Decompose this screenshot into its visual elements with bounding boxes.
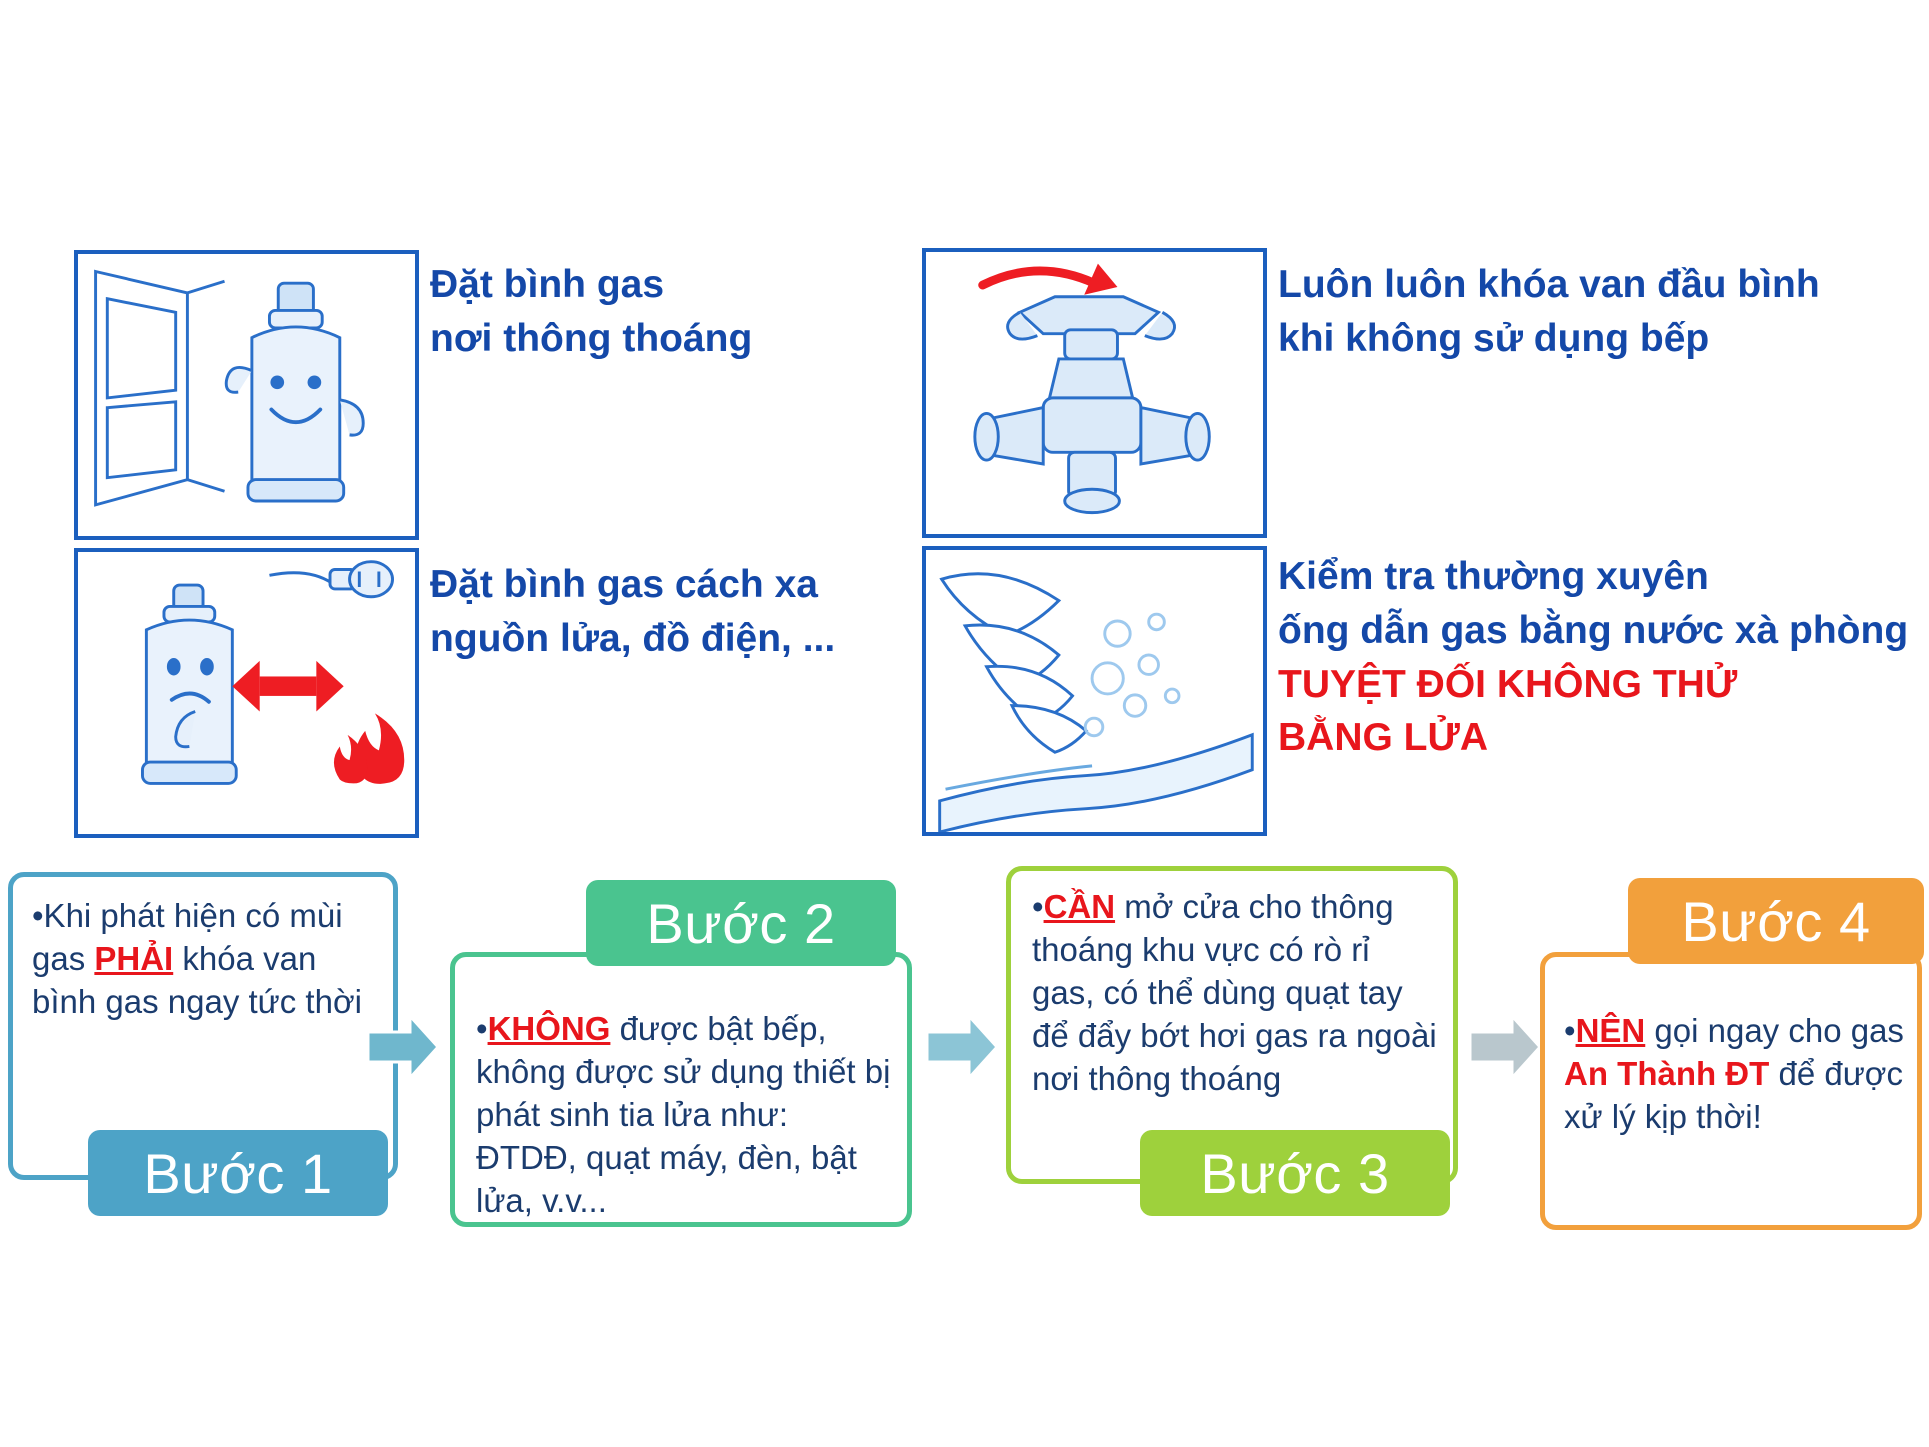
step-2-label: Bước 2 — [586, 880, 896, 966]
tip-keep-away-fire-text: Đặt bình gas cách xa nguồn lửa, đồ điện, ... — [430, 563, 836, 660]
step-1-text — [18, 885, 388, 1034]
step-2-body: •KHÔNG được bật bếp, không được sử dụng thiết bị phát sinh tia lửa như: ĐTDĐ, quạt máy, đèn, bật lửa, v.v... — [476, 1010, 891, 1219]
step-3-text — [1016, 878, 1456, 1108]
illustration-cylinder-ventilated — [74, 250, 419, 540]
arrow-2-to-3 — [925, 1012, 999, 1082]
arrow-3-to-4 — [1468, 1012, 1542, 1082]
tip-close-valve-text: Luôn luôn khóa van đầu bình khi không sử dụng bếp — [1278, 263, 1820, 360]
step-3-label: Bước 3 — [1140, 1130, 1450, 1216]
step-4-text — [1550, 1002, 1920, 1147]
illustration-check-hose — [922, 546, 1267, 836]
step-1-body: •Khi phát hiện có mùi gas PHẢI khóa van bình gas ngay tức thời — [32, 897, 362, 1020]
step-1-label: Bước 1 — [88, 1130, 388, 1216]
step-4-label: Bước 4 — [1628, 878, 1924, 964]
step-2-text — [460, 1000, 910, 1230]
tip-check-hose-text: Kiểm tra thường xuyên ống dẫn gas bằng nước xà phòng TUYỆT ĐỐI KHÔNG THỬ BẰNG LỬA — [1278, 555, 1909, 760]
illustration-keep-away-fire — [74, 548, 419, 838]
illustration-close-valve — [922, 248, 1267, 538]
step-3-body: •CẦN mở cửa cho thông thoáng khu vực có rò rỉ gas, có thể dùng quạt tay để đẩy bớt hơi gas ra ngoài nơi thông thoáng — [1032, 888, 1437, 1097]
step-4-body: •NÊN gọi ngay cho gas An Thành ĐT để được xử lý kịp thời! — [1564, 1012, 1904, 1135]
arrow-1-to-2 — [366, 1012, 440, 1082]
tip-cylinder-ventilated-text: Đặt bình gas nơi thông thoáng — [430, 263, 753, 360]
